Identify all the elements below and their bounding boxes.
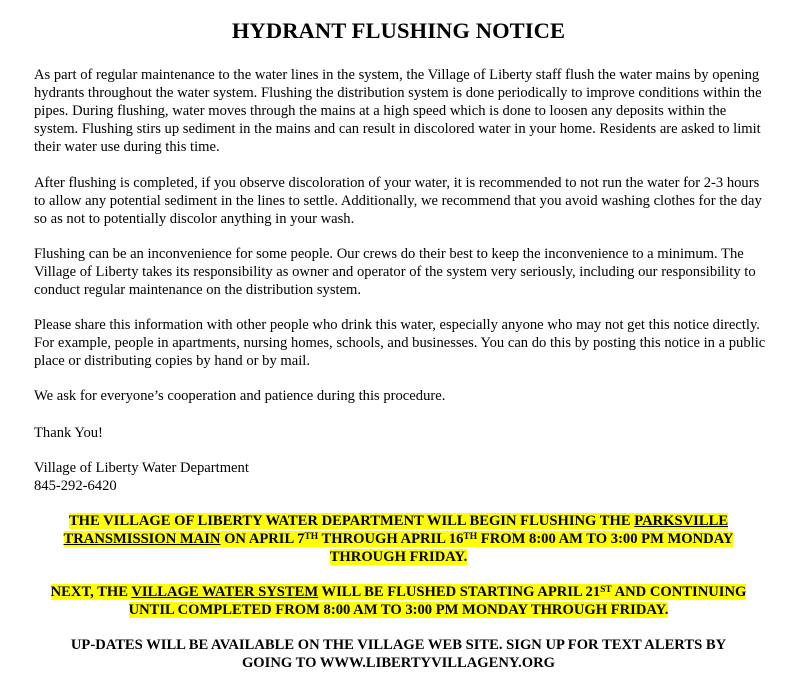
paragraph-inconvenience: Flushing can be an inconvenience for some people. Our crews do their best to keep the inconvenience to a minimum. The Village of Liberty takes its responsibility as owner and operator of the system very seriously, including our responsibility to conduct regular maintenance on the distribution system. [34, 246, 756, 298]
signature-department: Village of Liberty Water Department [34, 460, 249, 476]
signature-block [34, 459, 766, 495]
notice-parksville-flushing [28, 512, 769, 566]
notice1-text-a: THE VILLAGE OF LIBERTY WATER DEPARTMENT WILL BEGIN FLUSHING THE [68, 513, 635, 529]
notice1-sup-1: TH [304, 532, 319, 542]
paragraph-after-flushing: After flushing is completed, if you observe discoloration of your water, it is recommended to not run the water for 2-3 hours to allow any potential sediment in the lines to settle. Additionally, we recommend that you avoid washing clothes for the day so as not to potentially discolor anything in your wash. [34, 175, 762, 227]
notice1-sup-2: TH [463, 532, 478, 542]
paragraph-thank-you: Thank You! [34, 425, 103, 441]
notice-updates-text-alerts [28, 636, 769, 672]
notice1-text-c: THROUGH APRIL 16 [318, 531, 464, 547]
signature-phone: 845-292-6420 [34, 478, 117, 494]
notice2-sup: ST [600, 585, 612, 595]
notice2-text-b: WILL BE FLUSHED STARTING APRIL 21 [318, 584, 601, 600]
notice2-text-a: NEXT, THE [50, 584, 132, 600]
notice1-text-b: ON APRIL 7 [220, 531, 305, 547]
notice-village-system-highlight [51, 584, 747, 618]
notice1-transmission-main-underlined: TRANSMISSION MAIN [63, 531, 221, 547]
notice-village-system-flushing [28, 583, 769, 619]
notice2-village-water-system-underlined: VILLAGE WATER SYSTEM [131, 584, 319, 600]
paragraph-maintenance: As part of regular maintenance to the water lines in the system, the Village of Liberty staff flush the water mains by opening hydrants throughout the water system. Flushing the distribution system is done periodically to improve conditions within the pipes. During flushing, water moves through the mains at a high speed which is done to loosen any deposits within the system. Flushing stirs up sediment in the mains and can result in discolored water in your home. Residents are asked to limit their water use during this time. [34, 67, 762, 155]
notice-parksville-line-1 [69, 513, 728, 529]
notice-title: HYDRANT FLUSHING NOTICE [231, 18, 566, 43]
paragraph-cooperation: We ask for everyone’s cooperation and patience during this procedure. [34, 388, 446, 404]
notice1-text-d: FROM 8:00 AM TO 3:00 PM MONDAY THROUGH FRIDAY. [329, 531, 734, 565]
notice3-line-2: GOING TO WWW.LIBERTYVILLAGENY.ORG [241, 655, 556, 671]
notice-parksville-line-2 [64, 531, 734, 565]
notice3-line-1: UP-DATES WILL BE AVAILABLE ON THE VILLAGE WEB SITE. SIGN UP FOR TEXT ALERTS BY [70, 637, 727, 653]
paragraph-share-information: Please share this information with other people who drink this water, especially anyone who may not get this notice directly. For example, people in apartments, nursing homes, schools, and businesses. You can do this by posting this notice in a public place or distributing copies by hand or by mail. [34, 317, 766, 369]
notice1-parksville-underlined: PARKSVILLE [634, 513, 729, 529]
notice2-text-c: AND CONTINUING UNTIL COMPLETED FROM 8:00 AM TO 3:00 PM MONDAY THROUGH FRIDAY. [128, 584, 747, 618]
